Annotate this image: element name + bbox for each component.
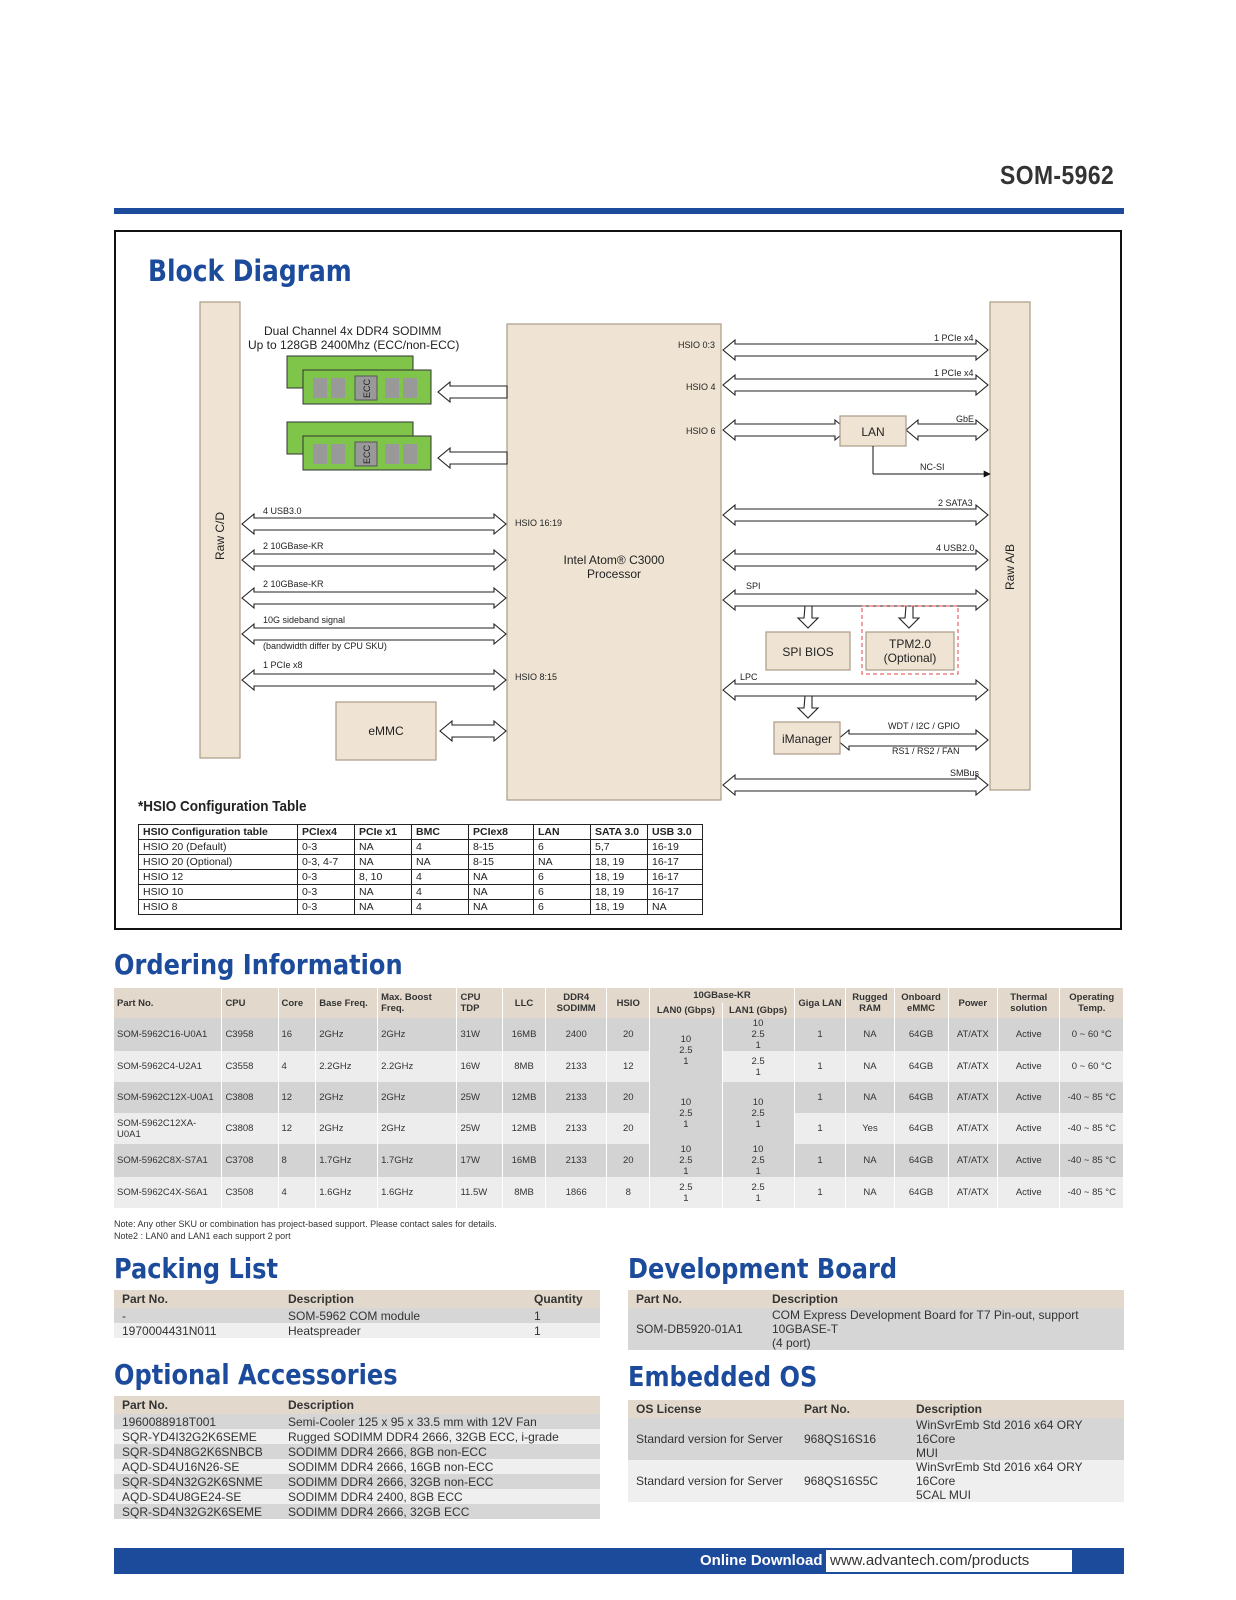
kr2-label: 2 10GBase-KR [263,579,324,589]
devboard-table: Part No. Description SOM-DB5920-01A1 COM Express Development Board for T7 Pin-out, support 10GBASE-T (4 port) [628,1290,1124,1350]
spi-bios-label: SPI BIOS [782,645,834,659]
table-row: 1970004431N011 Heatspreader 1 [114,1323,600,1338]
hsio-815-label: HSIO 8:15 [515,672,558,682]
memory-arrow-1 [438,382,507,402]
ecc-label-1: ECC [362,378,372,398]
hsio-header: PCIex8 [469,825,534,840]
sideband-label: 10G sideband signal [263,615,346,625]
col-temp: Operating Temp. [1060,988,1124,1018]
ordering-note-1: Note: Any other SKU or combination has project-based support. Please contact sales for details. [114,1219,497,1229]
col-power: Power [948,988,998,1018]
table-row: SQR-SD4N32G2K6SEME SODIMM DDR4 2666, 32GB ECC [114,1504,600,1519]
memory-arrow-2 [438,448,507,468]
kr1-label: 2 10GBase-KR [263,541,324,551]
pcie-x4-b-label: 1 PCIe x4 [934,368,974,378]
ordering-title: Ordering Information [114,948,403,981]
hsio-header: USB 3.0 [648,825,703,840]
hsio-header: PCIe x1 [355,825,412,840]
hsio-header: PCIex4 [298,825,355,840]
wdt-label: WDT / I2C / GPIO [888,721,960,731]
table-row: HSIO 12 0-3 8, 10 4 NA 6 18, 19 16-17 [139,870,703,885]
hsio-6-label: HSIO 6 [686,426,716,436]
cpu-label-line1: Intel Atom® C3000 [563,553,665,567]
lpc-arrow [798,696,818,718]
ordering-table [114,988,1124,1208]
product-name: SOM-5962 [1000,160,1115,190]
packing-table: Part No. Description Quantity - SOM-5962 COM module 1 1970004431N011 Heatspreader 1 [114,1290,600,1338]
col-thermal: Thermal solution [998,988,1060,1018]
table-row: HSIO 10 0-3 NA 4 NA 6 18, 19 16-17 [139,885,703,900]
gbe-label: GbE [956,414,975,424]
col-lan0: LAN0 (Gbps) [650,1003,722,1018]
raw-ab-label: Raw A/B [1003,543,1017,590]
col-cpu: CPU [222,988,278,1018]
online-download-label: Online Download [700,1552,823,1569]
col-tdp: CPU TDP [457,988,502,1018]
col-giga-lan: Giga LAN [794,988,846,1018]
col-rugged-ram: Rugged RAM [846,988,894,1018]
lan-label: LAN [861,425,885,439]
col-hsio: HSIO [607,988,650,1018]
hsio-table-title: *HSIO Configuration Table [138,798,307,815]
hsio-header: SATA 3.0 [591,825,648,840]
col-llc: LLC [502,988,545,1018]
table-row: AQD-SD4U8GE24-SE SODIMM DDR4 2400, 8GB ECC [114,1489,600,1504]
table-row: SOM-5962C8X-S7A1 C3708 8 1.7GHz 1.7GHz 17W 16MB 2133 20 10 2.5 1 10 2.5 1 1 NA 64GB AT/ATX Active -40 ~ 85 °C [114,1144,1124,1177]
table-row: SOM-5962C12X-U0A1 C3808 12 2GHz 2GHz 25W 12MB 2133 20 10 2.5 1 10 2.5 1 1 NA 64GB AT/ATX Active -40 ~ 85 °C [114,1082,1124,1113]
hsio-config-table [138,824,703,915]
embedded-os-table: OS License Part No. Description Standard version for Server 968QS16S16 WinSvrEmb Std 2016 x64 ORY 16Core MUI Standard version for Server 968QS16S5C WinSvrEmb Std 2016 x64 ORY 16Core 5CAL MUI [628,1400,1124,1502]
memory-line1: Dual Channel 4x DDR4 SODIMM [264,324,442,338]
download-url-link[interactable]: www.advantech.com/products [826,1550,1072,1572]
pcie-x4-a-label: 1 PCIe x4 [934,333,974,343]
bandwidth-label: (bandwidth differ by CPU SKU) [263,641,387,651]
tpm-label-line1: TPM2.0 [888,637,932,651]
col-lan1: LAN1 (Gbps) [722,1003,794,1018]
col-boost: Max. Boost Freq. [378,988,457,1018]
spi-arrow-2 [899,606,919,628]
devboard-title: Development Board [628,1252,898,1285]
pcie-x8-label: 1 PCIe x8 [263,660,303,670]
table-row: - SOM-5962 COM module 1 [114,1308,600,1323]
table-row: Standard version for Server 968QS16S5C WinSvrEmb Std 2016 x64 ORY 16Core 5CAL MUI [628,1460,1124,1502]
col-ddr4: DDR4 SODIMM [546,988,607,1018]
usb20-label: 4 USB2.0 [936,543,975,553]
ecc-label-2: ECC [362,444,372,464]
memory-line2: Up to 128GB 2400Mhz (ECC/non-ECC) [248,338,460,352]
sata-label: 2 SATA3 [938,498,973,508]
table-row: SQR-SD4N8G2K6SNBCB SODIMM DDR4 2666, 8GB non-ECC [114,1444,600,1459]
emmc-label: eMMC [368,724,404,738]
table-row: HSIO 20 (Optional) 0-3, 4-7 NA NA 8-15 NA 18, 19 16-17 [139,855,703,870]
accessories-table: Part No. Description 1960088918T001 Semi-Cooler 125 x 95 x 33.5 mm with 12V Fan SQR-YD4I32G2K6SEME Rugged SODIMM DDR4 2666, 32GB ECC, i-grade SQR-SD4N8G2K6SNBCB SODIMM DDR4 2666, 8GB non-ECC AQD-SD4U16N26-SE SODIMM DDR4 2666, 16GB non-ECC SQR-SD4N32G2K6SNME SODIMM DDR4 2666, 32GB non-ECC AQD-SD4U8GE24-SE SODIMM DDR4 2400, 8GB ECC SQR-SD4N32G2K6SEME SODIMM DDR4 2666, 32GB ECC [114,1396,600,1519]
usb30-label: 4 USB3.0 [263,506,302,516]
hsio-header: HSIO Configuration table [139,825,298,840]
hsio-4-label: HSIO 4 [686,382,716,392]
lpc-label: LPC [740,672,758,682]
table-row: AQD-SD4U16N26-SE SODIMM DDR4 2666, 16GB non-ECC [114,1459,600,1474]
col-10gbase-kr: 10GBase-KR [650,988,794,1003]
cpu-label-line2: Processor [586,567,642,581]
sodimm-group-2 [287,422,431,470]
block-diagram-title: Block Diagram [148,254,352,288]
hsio-header: BMC [412,825,469,840]
sodimm-group-1 [287,356,431,404]
spi-label: SPI [746,581,761,591]
embedded-os-title: Embedded OS [628,1360,818,1393]
table-row: Standard version for Server 968QS16S16 WinSvrEmb Std 2016 x64 ORY 16Core MUI [628,1418,1124,1460]
packing-title: Packing List [114,1252,279,1285]
hsio-header: LAN [534,825,591,840]
ncsi-label: NC-SI [920,462,945,472]
ordering-note-2: Note2 : LAN0 and LAN1 each support 2 port [114,1231,291,1241]
spi-arrow-1 [798,606,818,628]
col-base: Base Freq. [316,988,378,1018]
hsio-1619-label: HSIO 16:19 [515,518,563,528]
rs-label: RS1 / RS2 / FAN [892,746,960,756]
table-row: SQR-SD4N32G2K6SNME SODIMM DDR4 2666, 32GB non-ECC [114,1474,600,1489]
table-row: HSIO 20 (Default) 0-3 NA 4 8-15 6 5,7 16-19 [139,840,703,855]
table-row: HSIO 8 0-3 NA 4 NA 6 18, 19 NA [139,900,703,915]
smbus-label: SMBus [950,768,980,778]
tpm-label-line2: (Optional) [883,651,937,665]
table-row: SOM-5962C16-U0A1 C3958 16 2GHz 2GHz 31W 16MB 2400 20 10 2.5 1 10 2.5 1 1 NA 64GB AT/ATX Active 0 ~ 60 °C [114,1018,1124,1051]
hsio-03-label: HSIO 0:3 [678,340,716,350]
accessories-title: Optional Accessories [114,1358,398,1391]
col-part: Part No. [114,988,222,1018]
raw-cd-label: Raw C/D [213,511,227,560]
table-row: SOM-5962C12XA-U0A1 C3808 12 2GHz 2GHz 25W 12MB 2133 20 1 Yes 64GB AT/ATX Active -40 ~ 85 °C [114,1113,1124,1144]
table-row: SOM-DB5920-01A1 COM Express Development Board for T7 Pin-out, support 10GBASE-T (4 port) [628,1308,1124,1350]
imanager-label: iManager [781,732,833,746]
col-emmc: Onboard eMMC [894,988,948,1018]
table-row: 1960088918T001 Semi-Cooler 125 x 95 x 33.5 mm with 12V Fan [114,1414,600,1429]
col-core: Core [278,988,316,1018]
table-row: SOM-5962C4X-S6A1 C3508 4 1.6GHz 1.6GHz 11.5W 8MB 1866 8 2.5 1 2.5 1 1 NA 64GB AT/ATX Active -40 ~ 85 °C [114,1177,1124,1208]
table-row: SOM-5962C4-U2A1 C3558 4 2.2GHz 2.2GHz 16W 8MB 2133 12 2.5 1 1 NA 64GB AT/ATX Active 0 ~ 60 °C [114,1051,1124,1082]
table-row: SQR-YD4I32G2K6SEME Rugged SODIMM DDR4 2666, 32GB ECC, i-grade [114,1429,600,1444]
